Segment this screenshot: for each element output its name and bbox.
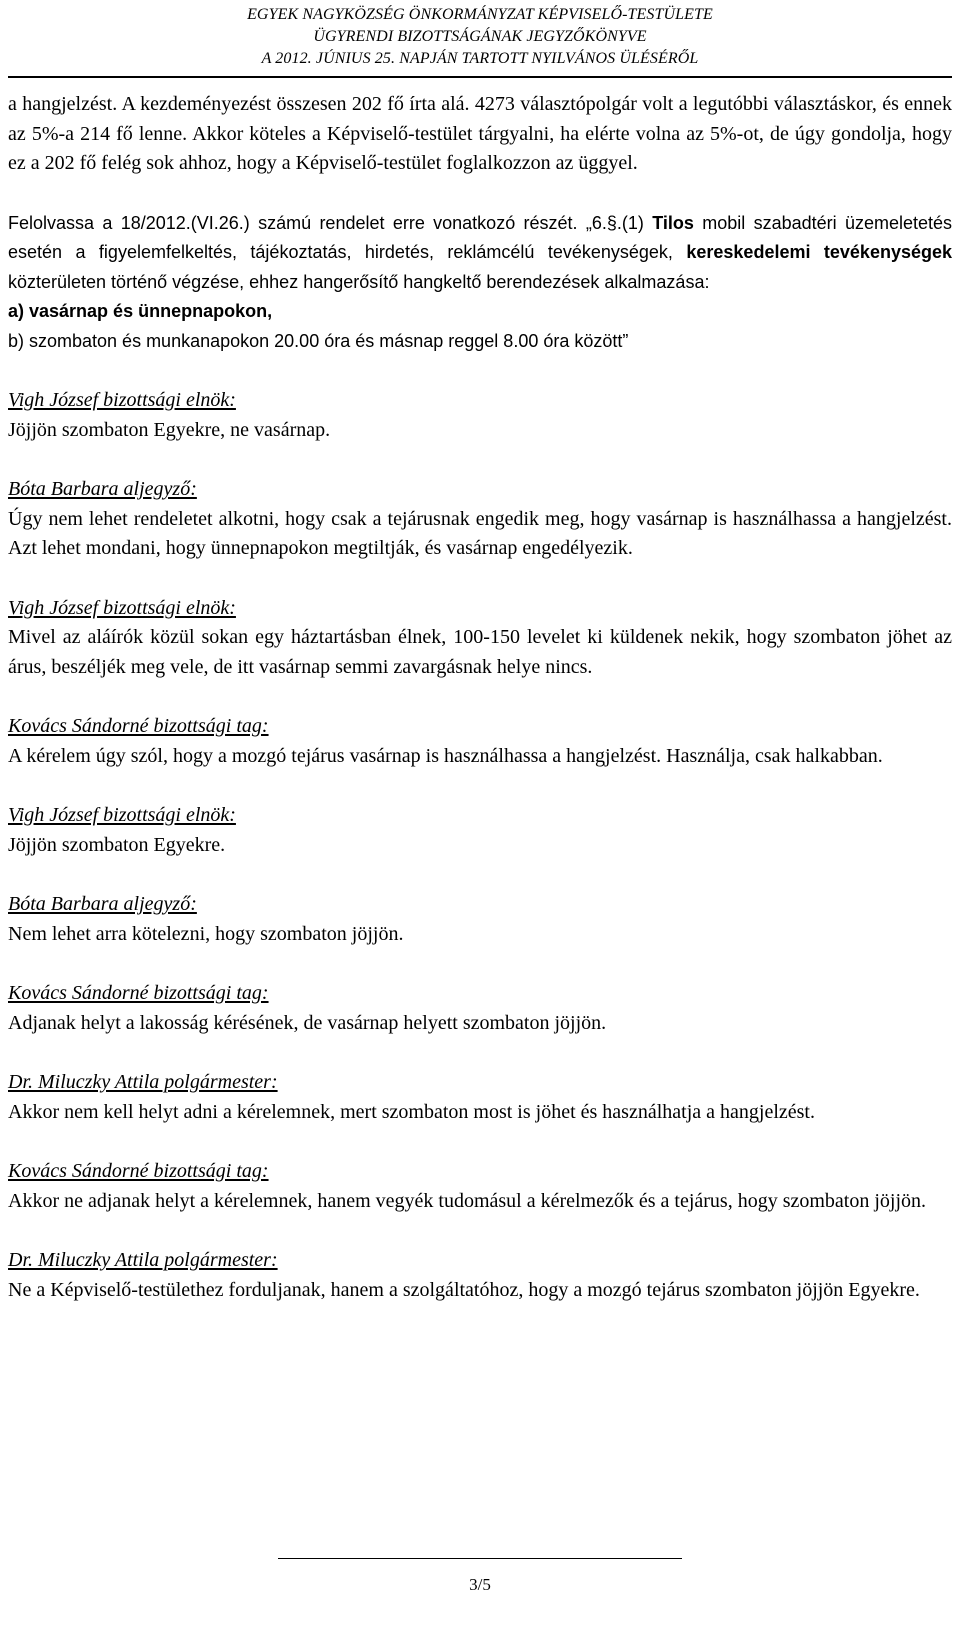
quote-part-1: mobil szabadtéri üzemeletetés esetén a figyelemfelkeltés, tájékoztatás, hirdetés, reklámcélú tevékenységek,: [8, 212, 952, 262]
statement-block: [8, 1246, 952, 1305]
statement-block: [8, 801, 952, 860]
header-line-2: ÜGYRENDI BIZOTTSÁGÁNAK JEGYZŐKÖNYVE: [313, 28, 647, 45]
header-line-3: A 2012. JÚNIUS 25. NAPJÁN TARTOTT NYILVÁNOS ÜLÉSÉRŐL: [261, 50, 699, 67]
speaker-name: Bóta Barbara aljegyző:: [8, 893, 197, 915]
speaker-name: Bóta Barbara aljegyző:: [8, 478, 197, 500]
quote-bold-phrase: kereskedelemi tevékenységek: [686, 242, 952, 262]
statement-block: [8, 979, 952, 1038]
statement-block: [8, 594, 952, 683]
speaker-name: Vigh József bizottsági elnök:: [8, 804, 236, 826]
quote-item-a: a) vasárnap és ünnepnapokon,: [8, 301, 273, 321]
speaker-name: Dr. Miluczky Attila polgármester:: [8, 1249, 278, 1271]
statement-block: [8, 386, 952, 445]
statement-block: [8, 1068, 952, 1127]
quote-item-b: b) szombaton és munkanapokon 20.00 óra és másnap reggel 8.00 óra között”: [8, 330, 629, 351]
statement-text: Akkor nem kell helyt adni a kérelemnek, mert szombaton most is jöhet és használhatja a hangjelzést.: [8, 1100, 815, 1123]
header-divider: [8, 76, 952, 78]
regulation-quote: [8, 209, 952, 357]
statement-block: [8, 1157, 952, 1216]
speaker-name: Kovács Sándorné bizottsági tag:: [8, 1160, 269, 1182]
statement-text: Úgy nem lehet rendeletet alkotni, hogy csak a tejárusnak engedik meg, hogy vasárnap is használhassa a hangjelzést. Azt lehet mondani, hogy ünnepnapokon megtiltják, és vasárnap engedélyezik.: [8, 507, 952, 559]
statement-text: Akkor ne adjanak helyt a kérelemnek, hanem vegyék tudomásul a kérelmezők és a tejárus, hogy szombaton jöjjön.: [8, 1189, 927, 1212]
statement-text: Ne a Képviselő-testülethez forduljanak, hanem a szolgáltatóhoz, hogy a mozgó tejárus szombaton jöjjön Egyekre.: [8, 1278, 920, 1301]
speaker-name: Dr. Miluczky Attila polgármester:: [8, 1071, 278, 1093]
quote-tilos: Tilos: [652, 212, 694, 233]
statement-block: [8, 890, 952, 949]
statement-block: [8, 475, 952, 564]
speaker-name: Vigh József bizottsági elnök:: [8, 389, 236, 411]
document-body: [8, 90, 952, 1305]
speaker-name: Kovács Sándorné bizottsági tag:: [8, 715, 269, 737]
speaker-name: Vigh József bizottsági elnök:: [8, 596, 236, 619]
page-number: 3/5: [469, 1575, 491, 1594]
quote-part-2: közterületen történő végzése, ehhez hangerősítő hangkeltő berendezések alkalmazása:: [8, 271, 710, 292]
statement-text: Mivel az aláírók közül sokan egy háztartásban élnek, 100-150 levelet ki küldenek nekik, hogy szombaton jöhet az árus, beszéljék meg vele, de itt vasárnap semmi zavargásnak helye nincs.: [8, 626, 952, 678]
footer-divider: [278, 1558, 682, 1559]
document-header: [0, 4, 960, 70]
header-line-1: EGYEK NAGYKÖZSÉG ÖNKORMÁNYZAT KÉPVISELŐ-TESTÜLETE: [247, 6, 713, 23]
intro-paragraph: a hangjelzést. A kezdeményezést összesen 202 fő írta alá. 4273 választópolgár volt a legutóbbi választáskor, és ennek az 5%-a 214 fő lenne. Akkor köteles a Képviselő-testület tárgyalni, ha elérte volna az 5%-ot, de úgy gondolja, hogy ez a 202 fő felég sok ahhoz, hogy a Képviselő-testület foglalkozzon az üggyel.: [8, 93, 952, 174]
statement-block: [8, 712, 952, 771]
quote-intro: Felolvassa a 18/2012.(VI.26.) számú rendelet erre vonatkozó részét. „6.§.(1): [8, 212, 653, 233]
statement-text: Jöjjön szombaton Egyekre.: [8, 833, 226, 856]
statement-text: A kérelem úgy szól, hogy a mozgó tejárus vasárnap is használhassa a hangjelzést. Használja, csak halkabban.: [8, 744, 883, 767]
statement-text: Adjanak helyt a lakosság kérésének, de vasárnap helyett szombaton jöjjön.: [8, 1011, 607, 1034]
statement-text: Jöjjön szombaton Egyekre, ne vasárnap.: [8, 418, 331, 441]
statement-text: Nem lehet arra kötelezni, hogy szombaton jöjjön.: [8, 922, 404, 945]
speaker-name: Kovács Sándorné bizottsági tag:: [8, 982, 269, 1004]
